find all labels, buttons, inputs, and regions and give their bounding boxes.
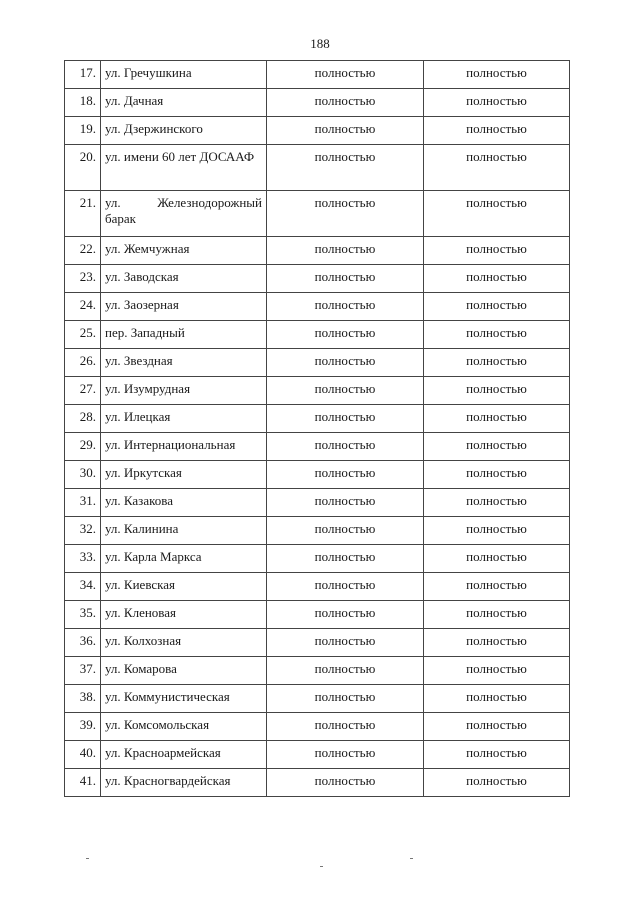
row-number: 25. — [65, 321, 101, 349]
row-number: 39. — [65, 713, 101, 741]
coverage-cell-a: полностью — [267, 489, 424, 517]
table-row — [65, 517, 570, 545]
coverage-cell-b: полностью — [424, 377, 570, 405]
street-name: ул. Колхозная — [101, 629, 267, 657]
coverage-cell-b: полностью — [424, 517, 570, 545]
coverage-cell-a: полностью — [267, 685, 424, 713]
coverage-cell-a: полностью — [267, 237, 424, 265]
coverage-cell-b: полностью — [424, 629, 570, 657]
coverage-cell-a: полностью — [267, 601, 424, 629]
street-name: ул. Коммунистическая — [101, 685, 267, 713]
coverage-cell-a: полностью — [267, 405, 424, 433]
street-name: ул. Комсомольская — [101, 713, 267, 741]
coverage-cell-b: полностью — [424, 657, 570, 685]
row-number: 22. — [65, 237, 101, 265]
table-row — [65, 629, 570, 657]
row-number: 40. — [65, 741, 101, 769]
coverage-cell-b: полностью — [424, 741, 570, 769]
coverage-cell-a: полностью — [267, 117, 424, 145]
row-number: 20. — [65, 145, 101, 191]
coverage-cell-b: полностью — [424, 321, 570, 349]
street-name: ул. Казакова — [101, 489, 267, 517]
street-name: ул. Заводская — [101, 265, 267, 293]
street-name: ул. Дачная — [101, 89, 267, 117]
table-row — [65, 349, 570, 377]
table-row — [65, 89, 570, 117]
row-number: 24. — [65, 293, 101, 321]
coverage-cell-a: полностью — [267, 191, 424, 237]
coverage-cell-a: полностью — [267, 377, 424, 405]
row-number: 18. — [65, 89, 101, 117]
coverage-cell-a: полностью — [267, 433, 424, 461]
coverage-cell-b: полностью — [424, 61, 570, 89]
row-number: 21. — [65, 191, 101, 237]
street-name-part: Железнодорожный — [157, 195, 262, 210]
table-row — [65, 293, 570, 321]
street-name: ул. Звездная — [101, 349, 267, 377]
coverage-cell-b: полностью — [424, 601, 570, 629]
table-row — [65, 377, 570, 405]
table-row — [65, 685, 570, 713]
coverage-cell-b: полностью — [424, 293, 570, 321]
street-name-part: ул. — [105, 195, 121, 210]
coverage-cell-b: полностью — [424, 489, 570, 517]
coverage-cell-a: полностью — [267, 293, 424, 321]
page-number: 188 — [310, 36, 330, 51]
coverage-cell-b: полностью — [424, 461, 570, 489]
table-row — [65, 265, 570, 293]
street-name-part: барак — [105, 211, 136, 226]
street-name: ул. Киевская — [101, 573, 267, 601]
row-number: 17. — [65, 61, 101, 89]
street-name: ул. имени 60 лет ДОСААФ — [101, 145, 267, 191]
street-name: ул. Дзержинского — [101, 117, 267, 145]
coverage-cell-a: полностью — [267, 349, 424, 377]
table-row — [65, 601, 570, 629]
coverage-cell-a: полностью — [267, 145, 424, 191]
scan-speck — [410, 858, 413, 859]
street-name: ул. Кленовая — [101, 601, 267, 629]
scan-artifacts — [0, 858, 640, 868]
coverage-cell-a: полностью — [267, 769, 424, 797]
row-number: 34. — [65, 573, 101, 601]
row-number: 41. — [65, 769, 101, 797]
coverage-cell-a: полностью — [267, 517, 424, 545]
table-row — [65, 117, 570, 145]
coverage-cell-a: полностью — [267, 265, 424, 293]
coverage-cell-a: полностью — [267, 61, 424, 89]
coverage-cell-a: полностью — [267, 461, 424, 489]
street-name: ул. Жемчужная — [101, 237, 267, 265]
streets-table — [64, 60, 570, 797]
coverage-cell-b: полностью — [424, 405, 570, 433]
street-name: ул. Карла Маркса — [101, 545, 267, 573]
table-row — [65, 461, 570, 489]
street-name: пер. Западный — [101, 321, 267, 349]
coverage-cell-b: полностью — [424, 769, 570, 797]
table-row — [65, 657, 570, 685]
coverage-cell-b: полностью — [424, 713, 570, 741]
street-name: ул. Иркутская — [101, 461, 267, 489]
row-number: 31. — [65, 489, 101, 517]
coverage-cell-a: полностью — [267, 629, 424, 657]
coverage-cell-a: полностью — [267, 573, 424, 601]
coverage-cell-a: полностью — [267, 321, 424, 349]
coverage-cell-a: полностью — [267, 741, 424, 769]
coverage-cell-a: полностью — [267, 89, 424, 117]
row-number: 38. — [65, 685, 101, 713]
table-row — [65, 573, 570, 601]
coverage-cell-b: полностью — [424, 433, 570, 461]
street-name — [101, 191, 267, 237]
street-name: ул. Илецкая — [101, 405, 267, 433]
row-number: 28. — [65, 405, 101, 433]
row-number: 35. — [65, 601, 101, 629]
row-number: 36. — [65, 629, 101, 657]
row-number: 30. — [65, 461, 101, 489]
coverage-cell-a: полностью — [267, 657, 424, 685]
coverage-cell-b: полностью — [424, 89, 570, 117]
table-row — [65, 61, 570, 89]
street-name: ул. Красногвардейская — [101, 769, 267, 797]
coverage-cell-b: полностью — [424, 265, 570, 293]
table-row — [65, 741, 570, 769]
row-number: 27. — [65, 377, 101, 405]
table-row — [65, 191, 570, 237]
coverage-cell-b: полностью — [424, 191, 570, 237]
table-row — [65, 545, 570, 573]
row-number: 37. — [65, 657, 101, 685]
street-name: ул. Изумрудная — [101, 377, 267, 405]
row-number: 26. — [65, 349, 101, 377]
table-row — [65, 237, 570, 265]
table-row — [65, 489, 570, 517]
street-name: ул. Красноармейская — [101, 741, 267, 769]
coverage-cell-b: полностью — [424, 685, 570, 713]
row-number: 32. — [65, 517, 101, 545]
coverage-cell-b: полностью — [424, 349, 570, 377]
street-name: ул. Комарова — [101, 657, 267, 685]
table-row — [65, 769, 570, 797]
street-name: ул. Гречушкина — [101, 61, 267, 89]
row-number: 23. — [65, 265, 101, 293]
table-row — [65, 321, 570, 349]
row-number: 29. — [65, 433, 101, 461]
table-row — [65, 433, 570, 461]
table-row — [65, 405, 570, 433]
coverage-cell-b: полностью — [424, 145, 570, 191]
row-number: 33. — [65, 545, 101, 573]
coverage-cell-a: полностью — [267, 545, 424, 573]
table-row — [65, 145, 570, 191]
coverage-cell-b: полностью — [424, 237, 570, 265]
table-row — [65, 713, 570, 741]
row-number: 19. — [65, 117, 101, 145]
coverage-cell-b: полностью — [424, 117, 570, 145]
street-name: ул. Интернациональная — [101, 433, 267, 461]
street-name: ул. Заозерная — [101, 293, 267, 321]
street-name: ул. Калинина — [101, 517, 267, 545]
coverage-cell-a: полностью — [267, 713, 424, 741]
scan-speck — [320, 866, 323, 867]
coverage-cell-b: полностью — [424, 573, 570, 601]
scan-speck — [86, 858, 89, 859]
coverage-cell-b: полностью — [424, 545, 570, 573]
